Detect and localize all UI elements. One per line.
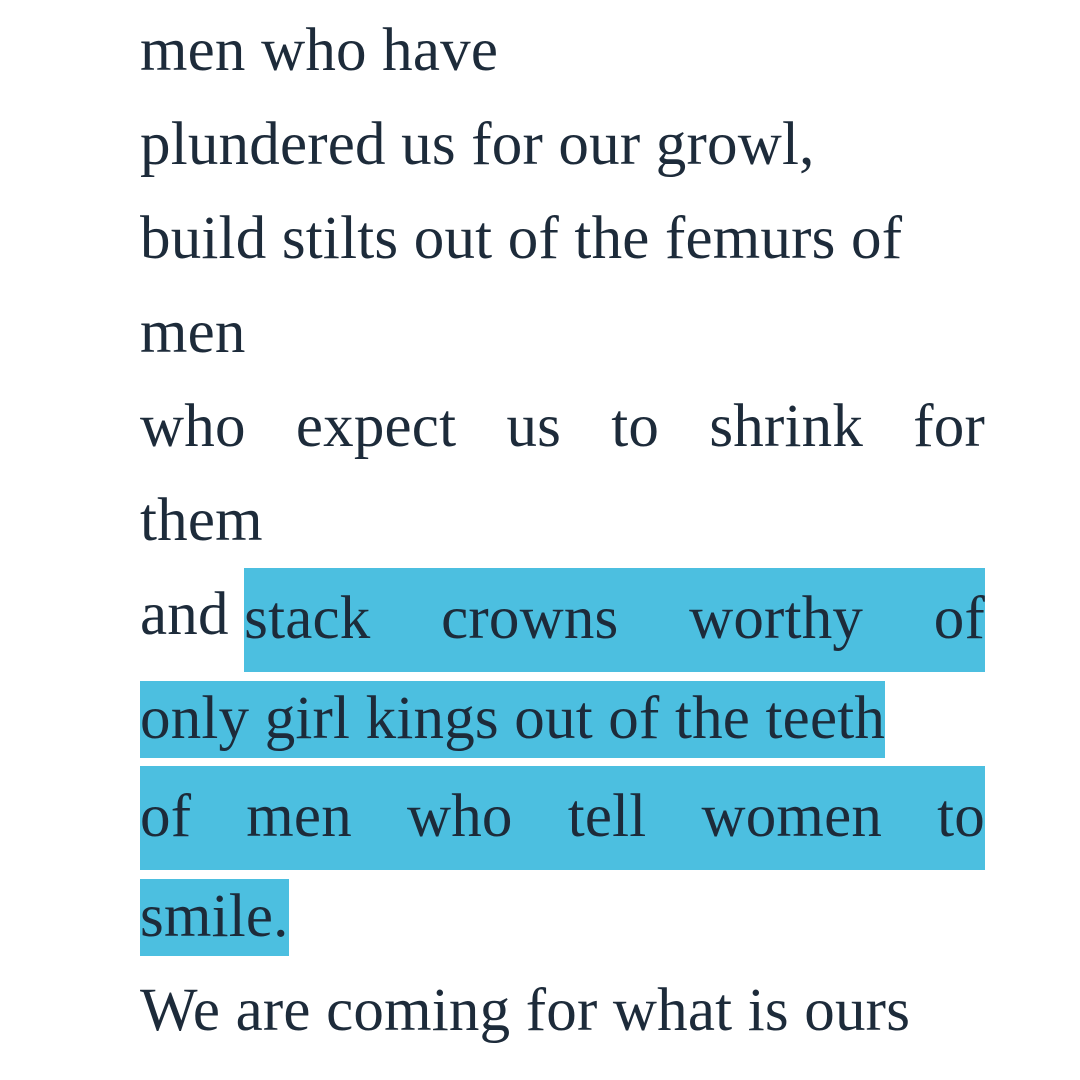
poem-word: expect	[295, 393, 457, 460]
poem-text	[140, 0, 985, 1058]
poem-word: who	[140, 393, 246, 460]
poem-line-11: We are coming for what is ours	[140, 977, 911, 1044]
poem-word: women	[701, 783, 883, 850]
poem-word: to	[611, 393, 660, 460]
poem-word: tell	[567, 783, 647, 850]
poem-word: shrink	[709, 393, 864, 460]
poem-line-8	[140, 672, 985, 766]
poem-line-10	[140, 870, 985, 964]
poem-word: for	[913, 393, 985, 460]
poem-line-5	[140, 380, 985, 474]
poem-line-9	[140, 766, 985, 870]
poem-word: worthy	[689, 585, 864, 652]
poem-word: to	[937, 783, 985, 850]
poem-line-1: men who have	[140, 17, 499, 84]
poem-word: stack	[244, 585, 371, 652]
poem-line-4: men	[140, 299, 246, 366]
poem-line-2: plundered us for our growl,	[140, 111, 815, 178]
poem-line-6: them	[140, 487, 263, 554]
poem-word: who	[406, 783, 513, 850]
poem-line-3: build stilts out of the femurs of	[140, 205, 903, 272]
poem-line-7	[140, 568, 985, 672]
poem-word: crowns	[441, 585, 619, 652]
highlight-span	[244, 568, 985, 672]
poem-word: us	[506, 393, 562, 460]
poem-word: of	[933, 585, 985, 652]
highlight-span	[140, 766, 985, 870]
highlight-span: only girl kings out of the teeth	[140, 681, 885, 758]
poem-word: men	[246, 783, 352, 850]
highlight-span: smile.	[140, 879, 289, 956]
poem-line-lead: and	[140, 581, 245, 648]
poem-word: of	[140, 783, 192, 850]
